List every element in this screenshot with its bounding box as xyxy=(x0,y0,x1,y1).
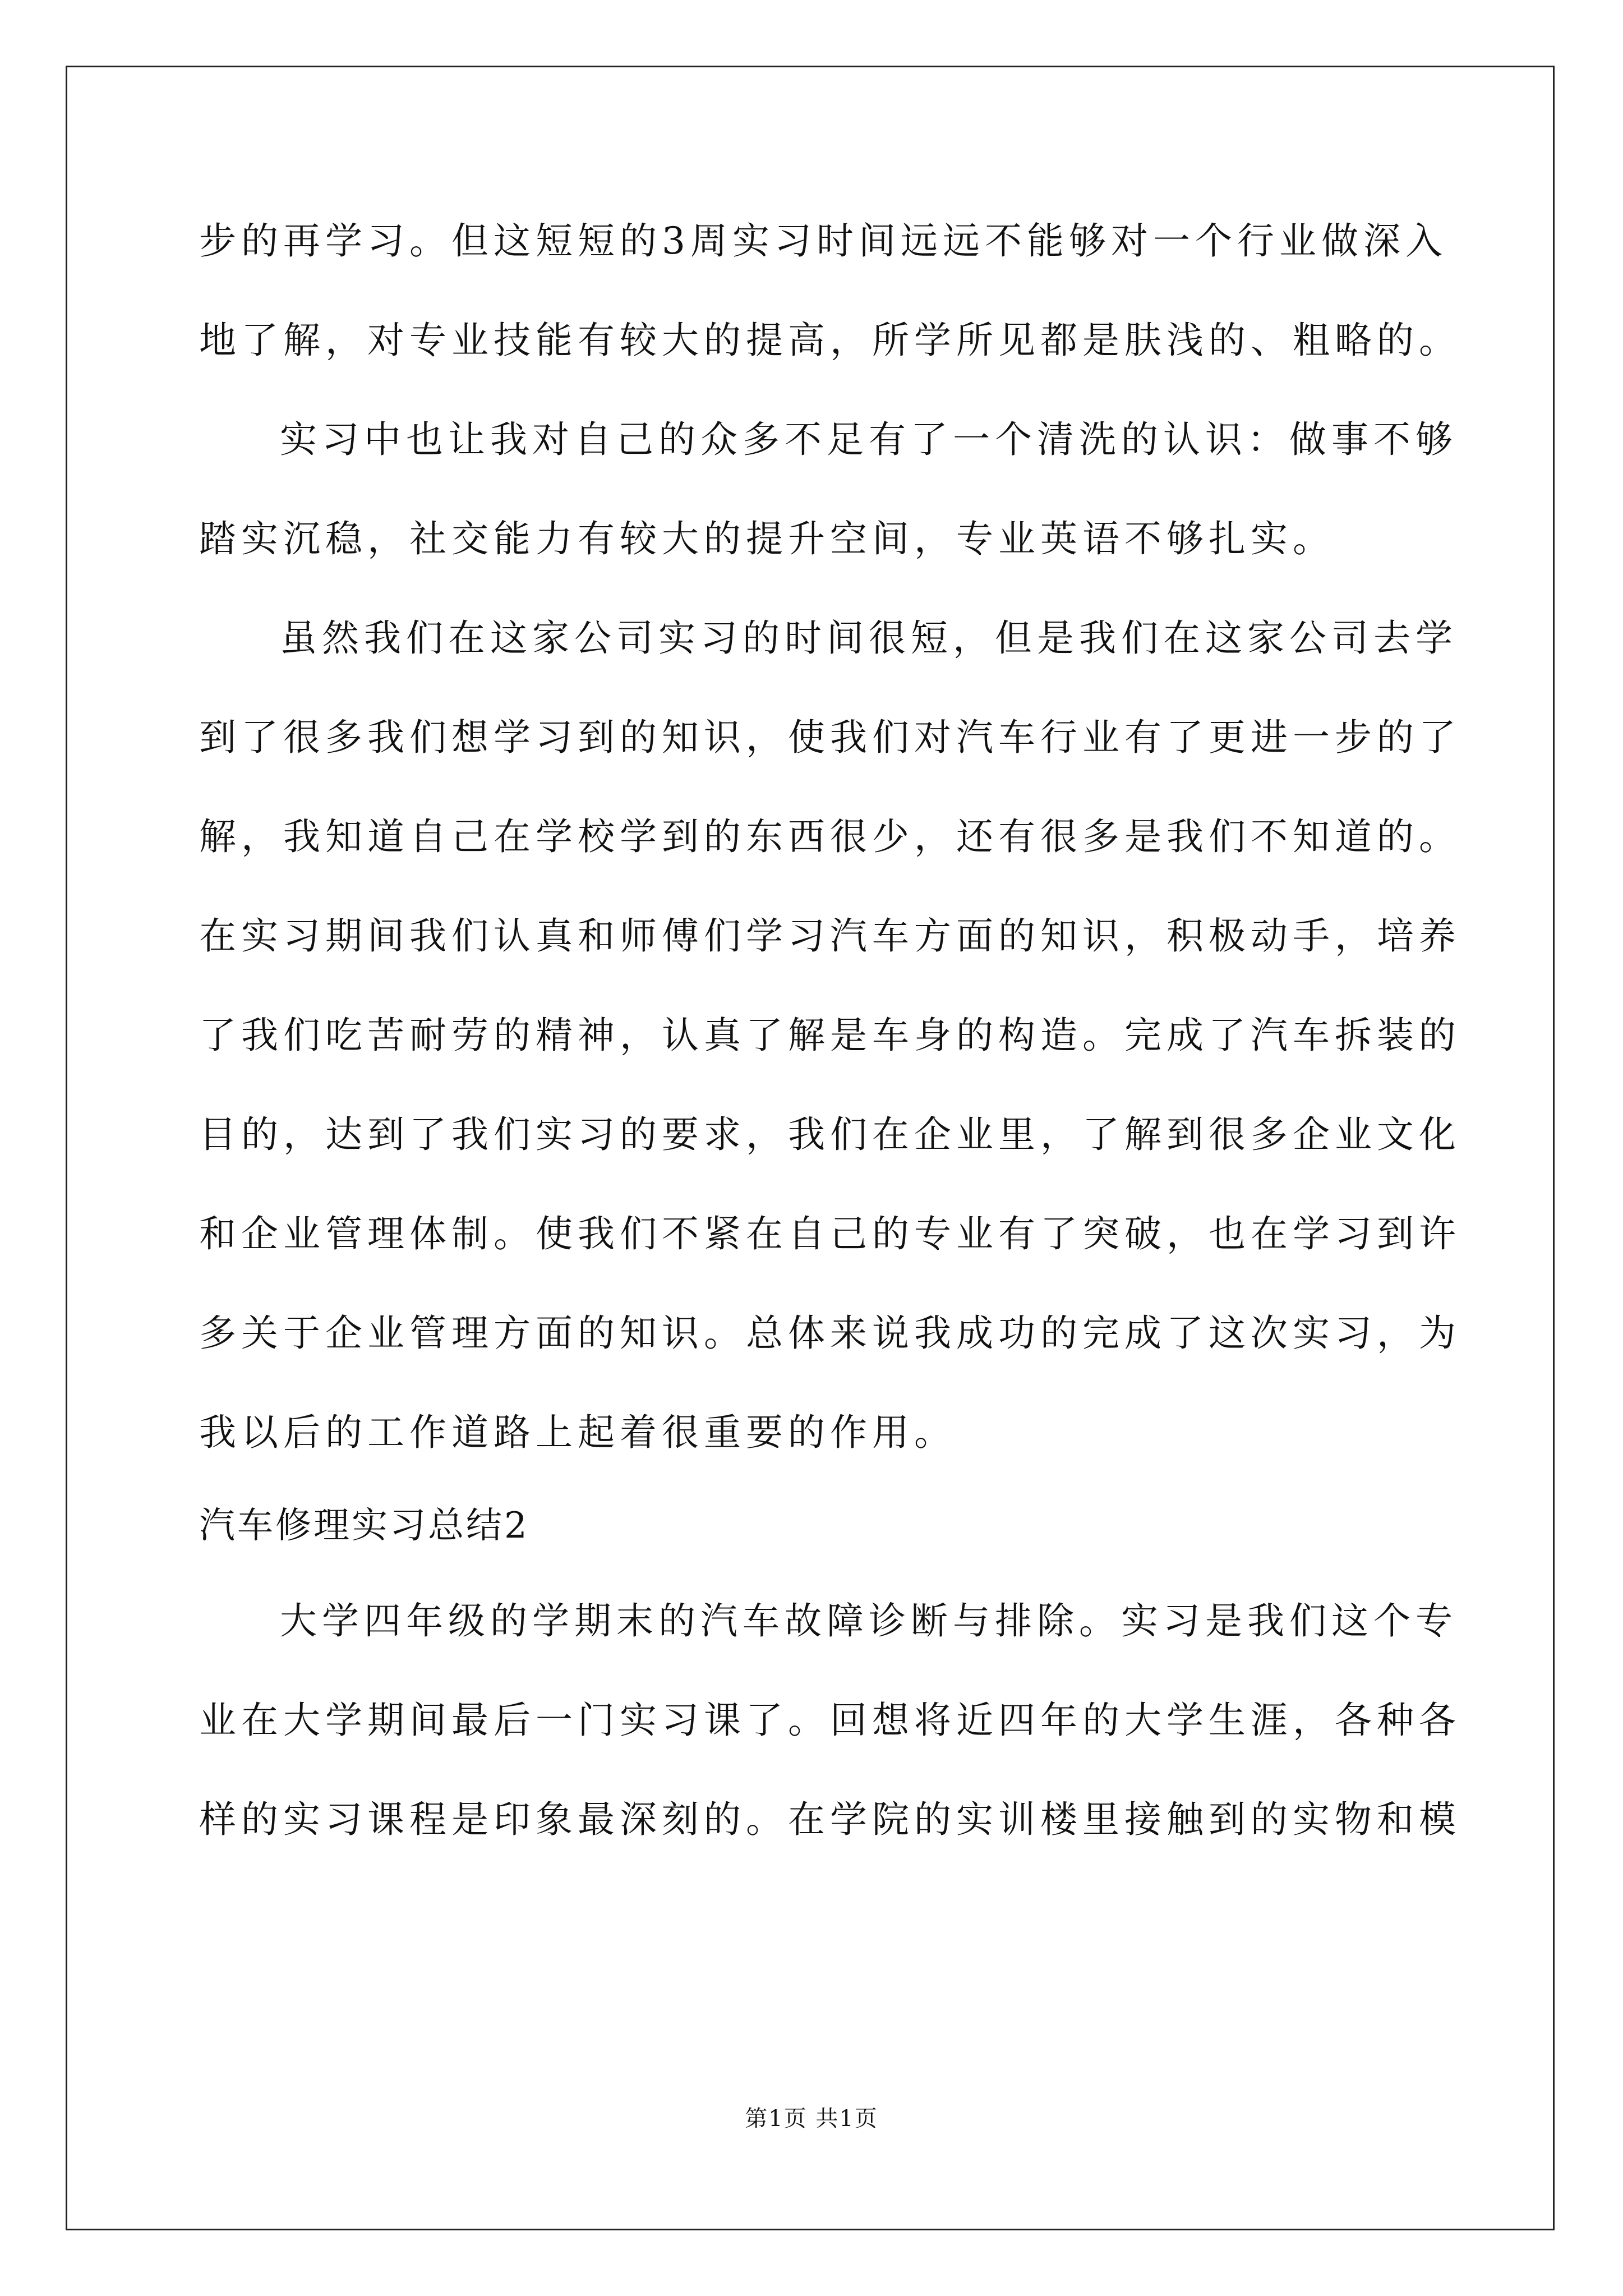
text-line: 业在大学期间最后一门实习课了。回想将近四年的大学生涯，各种各 xyxy=(199,1699,1461,1742)
text-line: 样的实习课程是印象最深刻的。在学院的实训楼里接触到的实物和模 xyxy=(199,1798,1461,1841)
text-line: 在实习期间我们认真和师傅们学习汽车方面的知识，积极动手，培养 xyxy=(199,914,1461,958)
text-line: 了我们吃苦耐劳的精神，认真了解是车身的构造。完成了汽车拆装的 xyxy=(199,1014,1461,1057)
text-line: 到了很多我们想学习到的知识，使我们对汽车行业有了更进一步的了 xyxy=(199,716,1461,759)
text-line: 地了解，对专业技能有较大的提高，所学所见都是肤浅的、粗略的。 xyxy=(199,319,1461,362)
text-line: 和企业管理体制。使我们不紧在自己的专业有了突破，也在学习到许 xyxy=(199,1212,1461,1255)
paragraph-start-line: 虽然我们在这家公司实习的时间很短，但是我们在这家公司去学 xyxy=(280,616,1458,660)
paragraph-start-line: 实习中也让我对自己的众多不足有了一个清洗的认识：做事不够 xyxy=(280,418,1458,461)
text-line: 踏实沉稳，社交能力有较大的提升空间，专业英语不够扎实。 xyxy=(199,517,1335,560)
text-line: 我以后的工作道路上起着很重要的作用。 xyxy=(199,1411,956,1454)
text-line: 目的，达到了我们实习的要求，我们在企业里，了解到很多企业文化 xyxy=(199,1113,1461,1156)
page-footer: 第1页 共1页 xyxy=(745,2106,878,2132)
text-line: 多关于企业管理方面的知识。总体来说我成功的完成了这次实习，为 xyxy=(199,1312,1461,1355)
paragraph-start-line: 大学四年级的学期末的汽车故障诊断与排除。实习是我们这个专 xyxy=(280,1599,1458,1642)
section-heading: 汽车修理实习总结2 xyxy=(199,1505,529,1547)
text-line: 解，我知道自己在学校学到的东西很少，还有很多是我们不知道的。 xyxy=(199,815,1461,858)
text-line: 步的再学习。但这短短的3周实习时间远远不能够对一个行业做深入 xyxy=(199,219,1447,263)
